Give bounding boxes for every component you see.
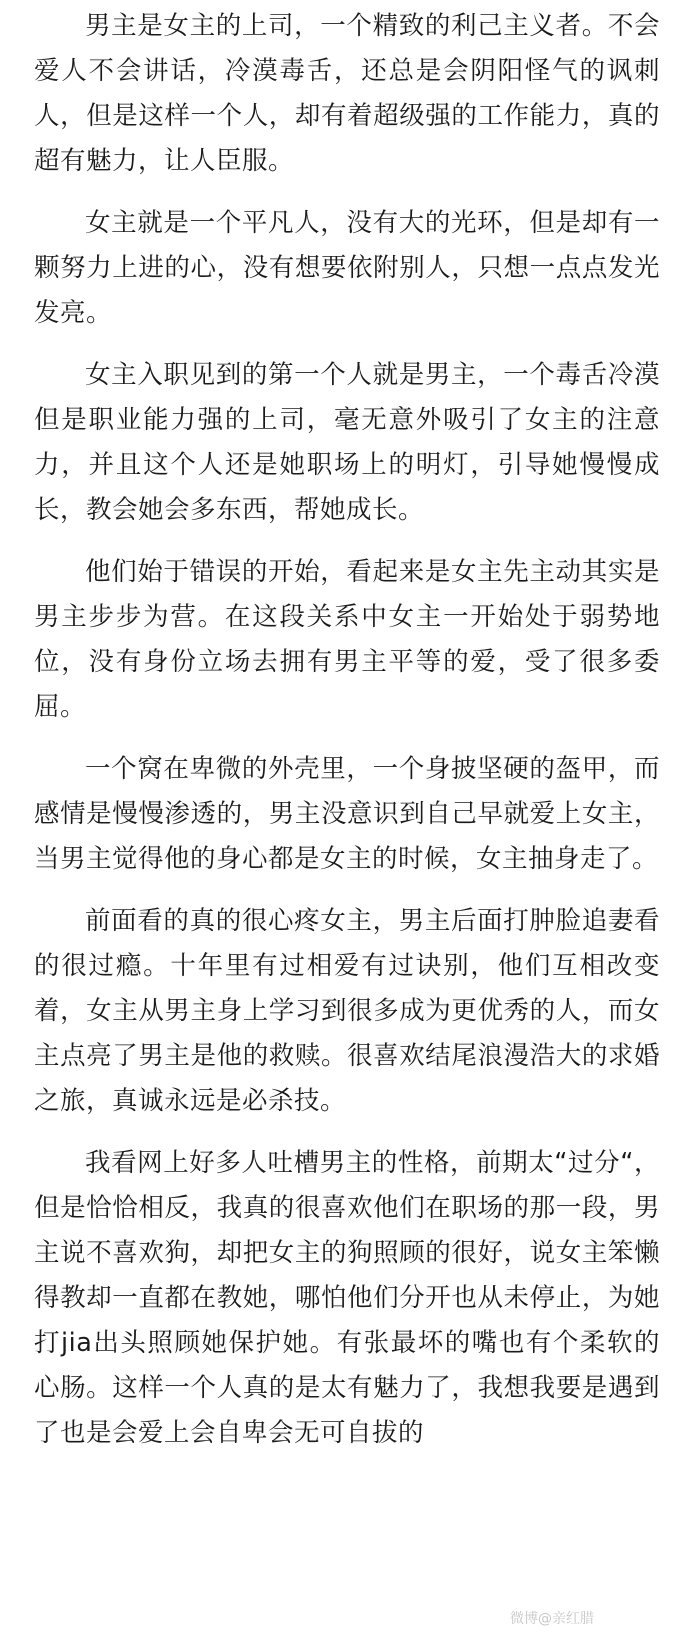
paragraph-5: 一个窝在卑微的外壳里，一个身披坚硬的盔甲，而感情是慢慢渗透的，男主没意识到自己早就爱上女主，当男主觉得他的身心都是女主的时候，女主抽身走了。	[34, 754, 660, 874]
paragraph-1: 男主是女主的上司，一个精致的利己主义者。不会爱人不会讲话，冷漠毒舌，还总是会阴阳怪气的讽刺人，但是这样一个人，却有着超级强的工作能力，真的超有魅力，让人臣服。	[34, 11, 660, 176]
paragraph-3: 女主入职见到的第一个人就是男主，一个毒舌冷漠但是职业能力强的上司，毫无意外吸引了女主的注意力，并且这个人还是她职场上的明灯，引导她慢慢成长，教会她会多东西，帮她成长。	[34, 360, 660, 525]
paragraph-7: 我看网上好多人吐槽男主的性格，前期太“过分“，但是恰恰相反，我真的很喜欢他们在职场的那一段，男主说不喜欢狗，却把女主的狗照顾的很好，说女主笨懒得教却一直都在教她，哪怕他们分开也从未停止，为她打jia出头照顾她保护她。有张最坏的嘴也有个柔软的心肠。这样一个人真的是太有魅力了，我想我要是遇到了也是会爱上会自卑会无可自拔的	[34, 1148, 660, 1448]
paragraph-6: 前面看的真的很心疼女主，男主后面打肿脸追妻看的很过瘾。十年里有过相爱有过诀别，他们互相改变着，女主从男主身上学习到很多成为更优秀的人，而女主点亮了男主是他的救赎。很喜欢结尾浪漫浩大的求婚之旅，真诚永远是必杀技。	[34, 906, 660, 1116]
weibo-watermark: 微博@亲红腊	[510, 1611, 594, 1627]
paragraph-4: 他们始于错误的开始，看起来是女主先主动其实是男主步步为营。在这段关系中女主一开始处于弱势地位，没有身份立场去拥有男主平等的爱，受了很多委屈。	[34, 557, 660, 722]
paragraph-2: 女主就是一个平凡人，没有大的光环，但是却有一颗努力上进的心，没有想要依附别人，只想一点点发光发亮。	[34, 208, 660, 328]
